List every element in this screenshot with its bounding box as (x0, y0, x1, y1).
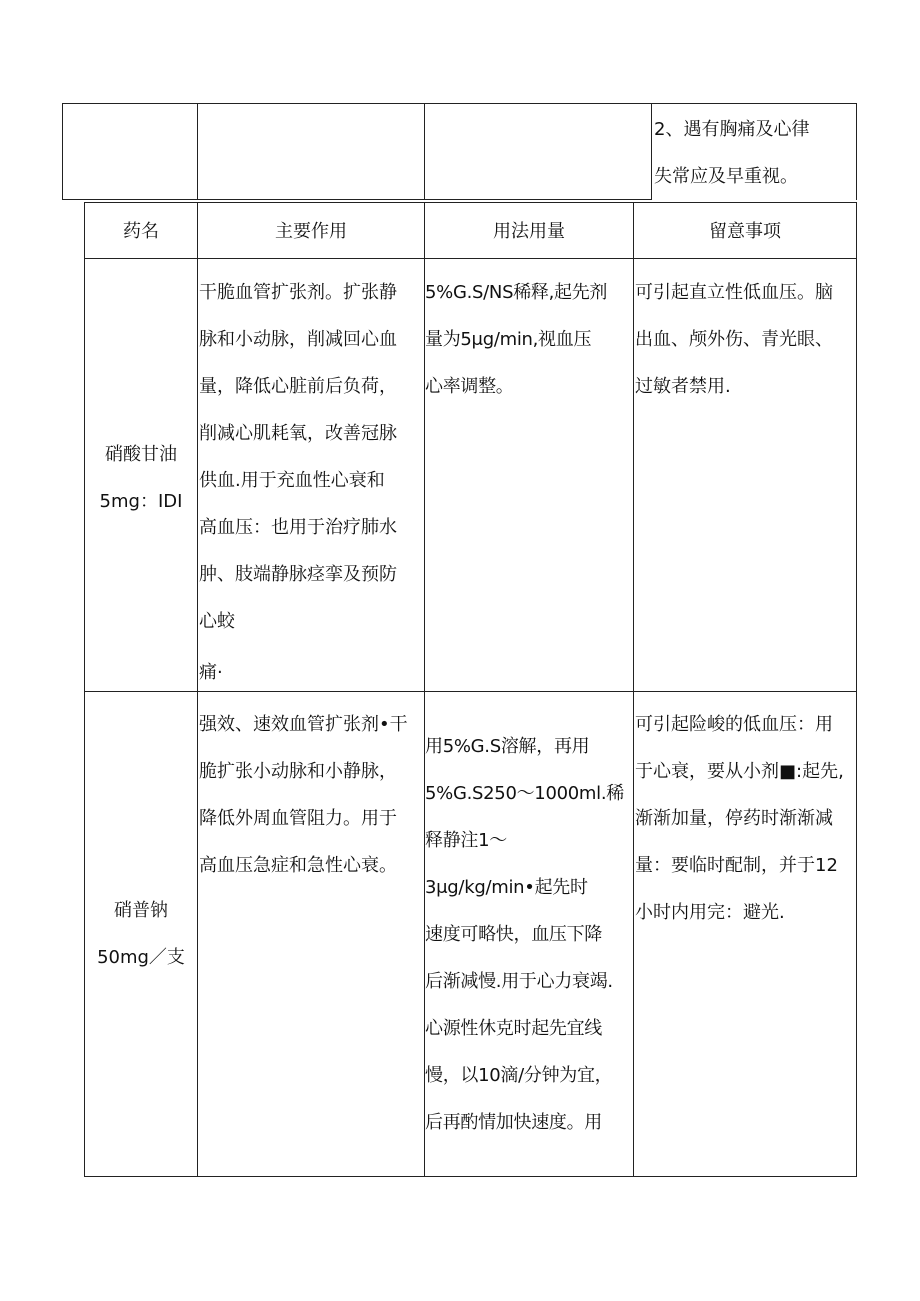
top-divider-1 (197, 103, 198, 200)
row2-notes (635, 701, 856, 936)
row2-notes-text: 可引起险峻的低血压：用 于心衰，要从小剂■:起先, 渐渐加量，停药时渐渐减 量：要临时配制，并于12 小时内用完：避光. (635, 714, 844, 923)
row1-effect-text: 干脆血管扩张剂。扩张静 脉和小动脉，削减回心血 量，降低心脏前后负荷， 削减心肌耗氧，改善冠脉 供血.用于充血性心衰和 高血压：也用于治疗肺水 肿、肢端静脉痉挛及预防 心蛟 (199, 282, 397, 632)
col-line-left (84, 202, 85, 1177)
top-right-border (856, 103, 857, 200)
top-note-cell (654, 106, 854, 200)
header-main-effect: 主要作用 (275, 221, 347, 242)
col-line-right (856, 202, 857, 1177)
row1-notes-text: 可引起直立性低血压。脑 出血、颅外伤、青光眼、 过敏者禁用. (635, 282, 833, 397)
row2-effect-text: 强效、速效血管扩张剂•干 脆扩张小动脉和小静脉， 降低外周血管阻力。用于 高血压急症和急性心衰。 (199, 714, 408, 876)
header-top-border (84, 202, 857, 203)
row1-drug-name (85, 431, 197, 525)
header-drug-name: 药名 (123, 221, 159, 242)
header-precautions: 留意事项 (709, 221, 781, 242)
top-divider-3 (651, 103, 652, 200)
top-divider-2 (424, 103, 425, 200)
top-note-text: 2、遇有胸痛及心律 失常应及早重视。 (654, 119, 810, 187)
row2-dosage-text: 用5%G.S溶解，再用 5%G.S250～1000ml.稀 释静注1～ 3μg/kg/min•起先时 速度可略快，血压下降 后渐减慢.用于心力衰竭. 心源性休克时起先宜线 慢，以10滴/分钟为宜， 后再酌情加快速度。用 (425, 736, 624, 1133)
col-line-1 (197, 202, 198, 1177)
row2-effect (199, 701, 424, 889)
row1-drug-name-text: 硝酸甘油 5mg：IDI (99, 444, 183, 512)
top-border (62, 103, 857, 104)
row2-drug-name-text: 硝普钠 50mg／支 (97, 900, 185, 968)
row1-dosage (425, 269, 633, 410)
col-line-3 (633, 202, 634, 1177)
top-bottom-border (62, 199, 652, 200)
row1-effect-tail (199, 657, 424, 689)
row1-bottom-border (84, 691, 857, 692)
table-bottom-border (84, 1176, 857, 1177)
row1-dosage-text: 5%G.S/NS稀释,起先剂 量为5μg/min,视血压 心率调整。 (425, 282, 608, 397)
row2-drug-name (85, 887, 197, 981)
header-usage-dosage: 用法用量 (493, 221, 565, 242)
top-left-border (62, 103, 63, 200)
row1-notes (635, 269, 856, 410)
header-bottom-border (84, 258, 857, 259)
row1-effect (199, 269, 424, 645)
row1-effect-tail-text: 痛· (199, 662, 223, 683)
row2-dosage (425, 723, 633, 1146)
